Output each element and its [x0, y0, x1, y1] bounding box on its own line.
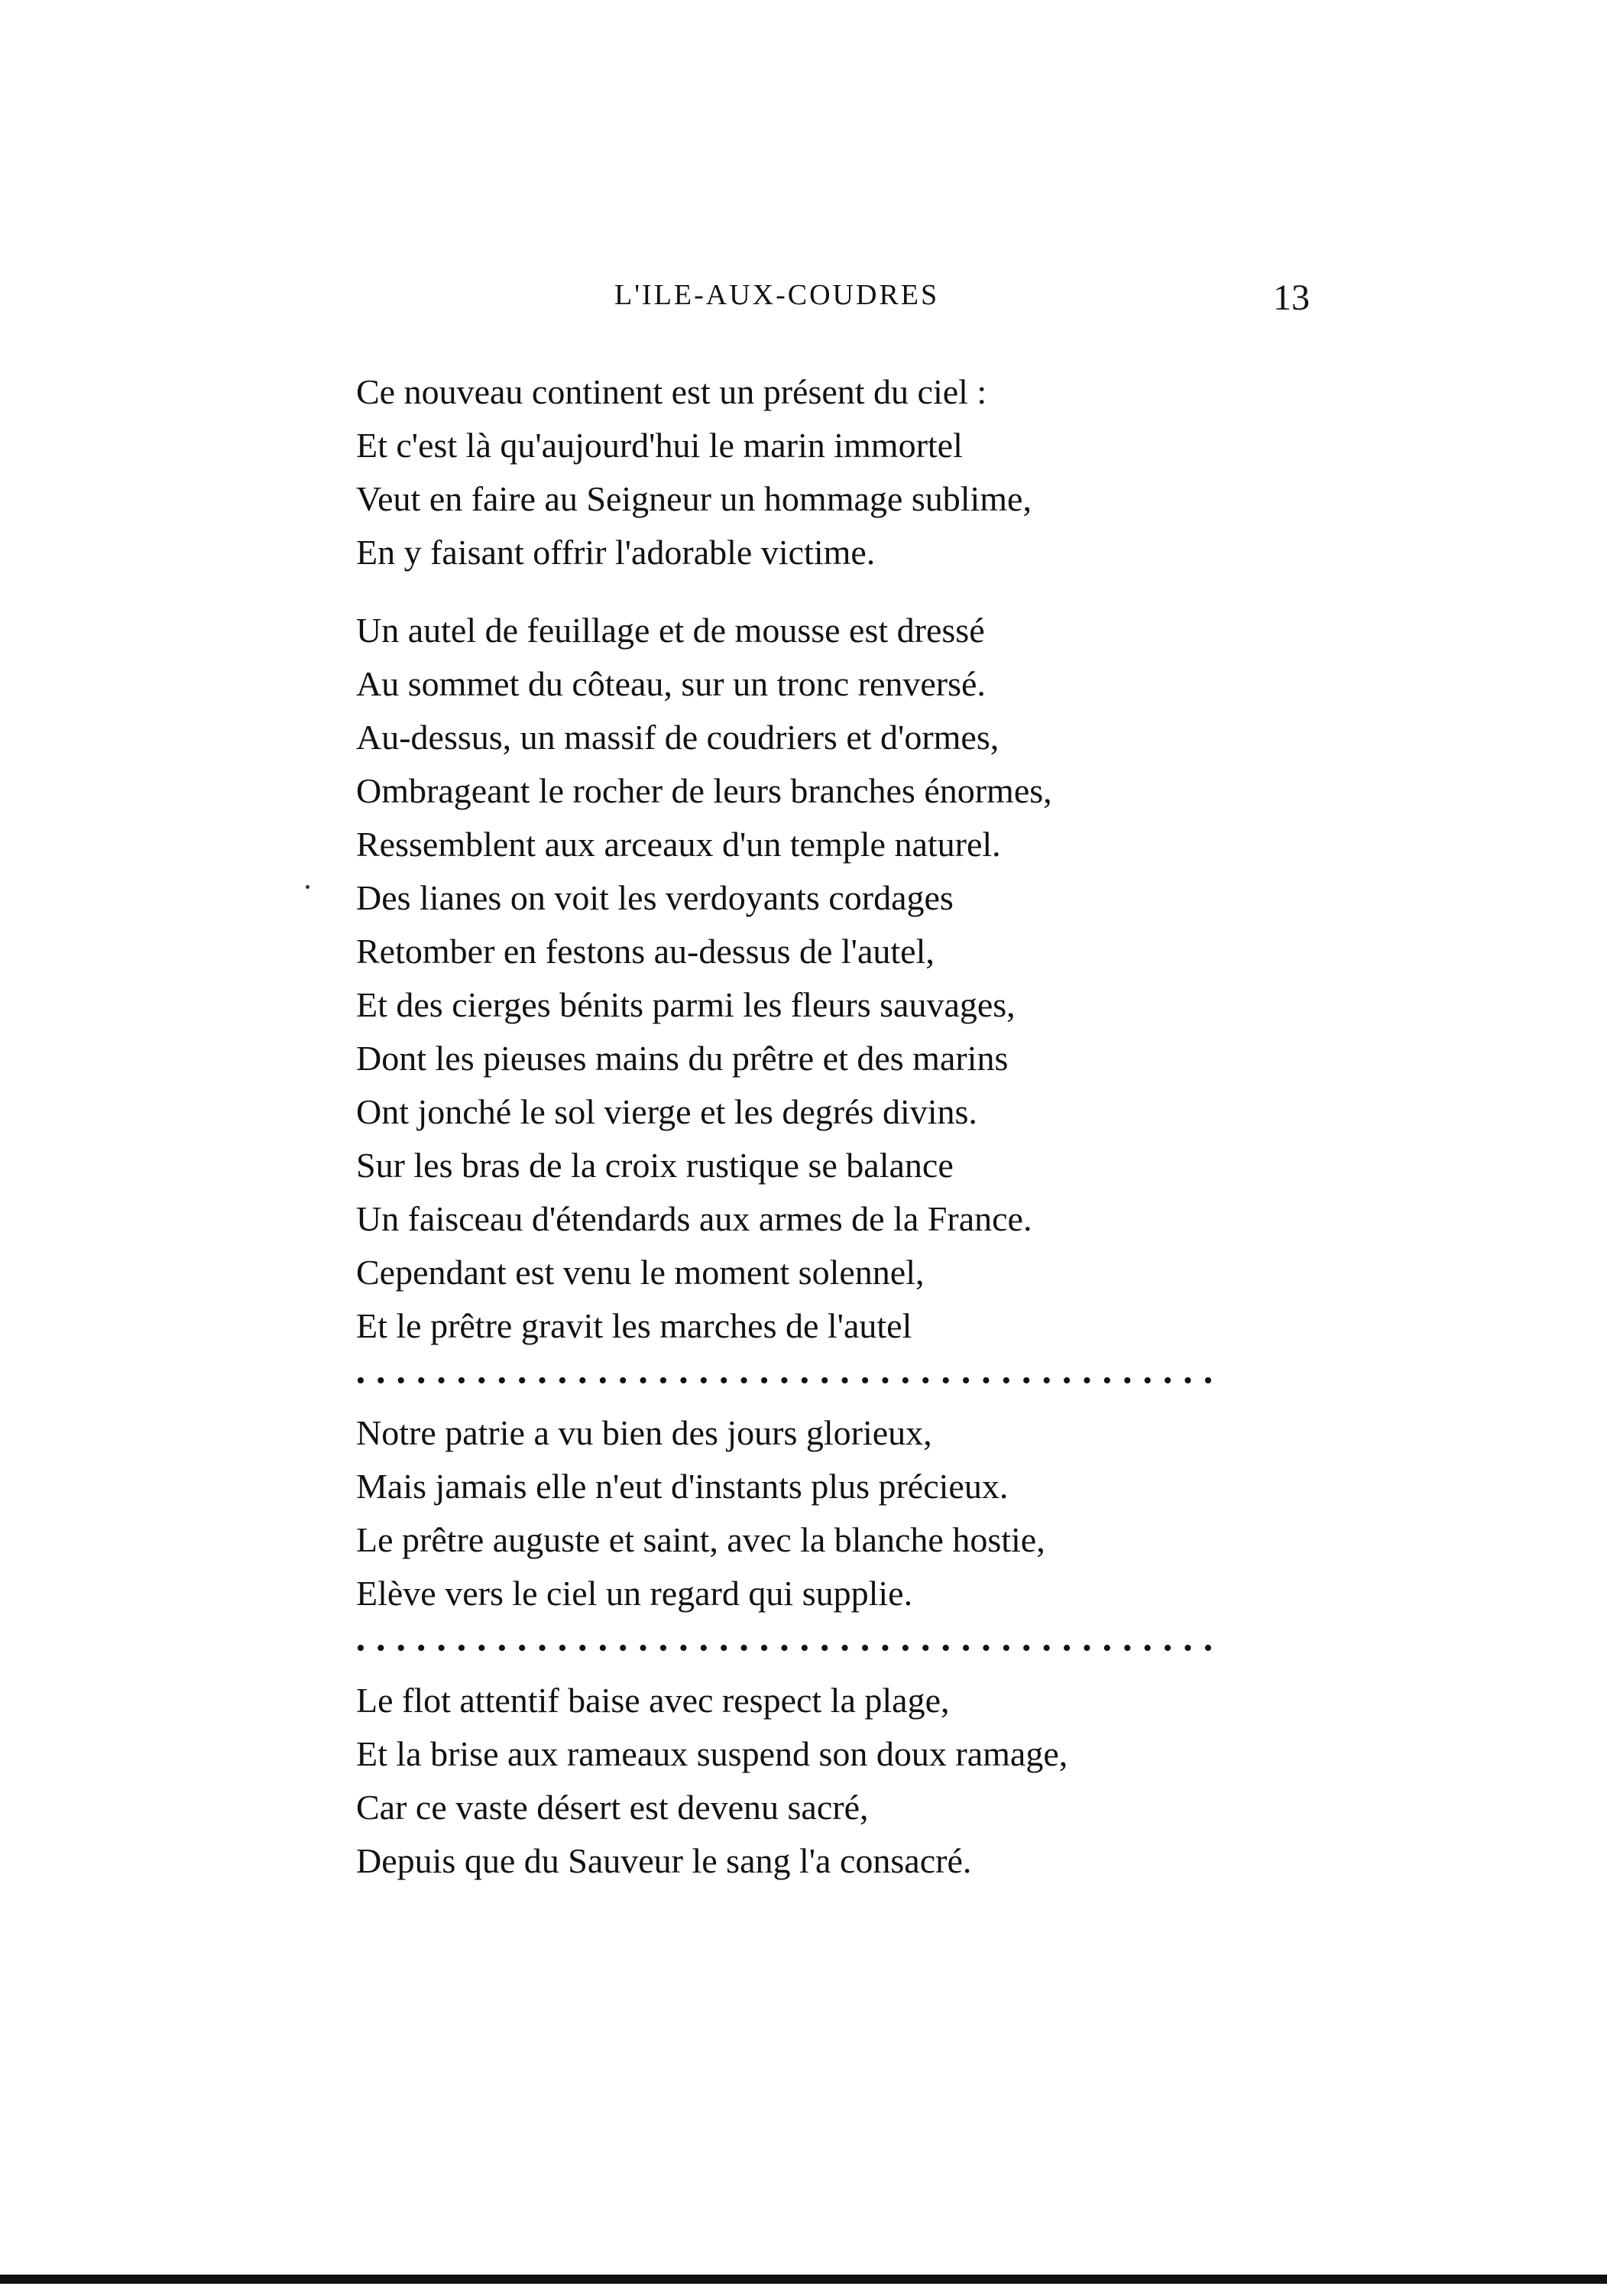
dotted-separator: • • • • • • • • • • • • • • • • • • • • • • • • • • • • • • • • • • • • • • • • • • •: [356, 1634, 1215, 1662]
running-title: L'ILE-AUX-COUDRES: [614, 279, 940, 311]
page-number: 13: [1273, 277, 1310, 318]
verse-line: Et la brise aux rameaux suspend son doux ramage,: [356, 1734, 1068, 1773]
verse-line: Notre patrie a vu bien des jours glorieux,: [356, 1413, 932, 1452]
verse-line: Un faisceau d'étendards aux armes de la France.: [356, 1199, 1032, 1238]
verse-line: Le flot attentif baise avec respect la plage,: [356, 1681, 950, 1720]
verse-line: Retomber en festons au-dessus de l'autel,: [356, 932, 935, 971]
verse-line: Au sommet du côteau, sur un tronc renversé.: [356, 664, 986, 703]
verse-line: Elève vers le ciel un regard qui supplie.: [356, 1574, 913, 1613]
verse-line: Et des cierges bénits parmi les fleurs sauvages,: [356, 985, 1016, 1024]
verse-line: Veut en faire au Seigneur un hommage sublime,: [356, 479, 1032, 518]
stanza-3: [356, 1406, 1311, 1620]
verse-line: Sur les bras de la croix rustique se balance: [356, 1146, 954, 1185]
stanza-1: [356, 365, 1311, 579]
verse-line: Le prêtre auguste et saint, avec la blanche hostie,: [356, 1520, 1045, 1559]
verse-line: Et le prêtre gravit les marches de l'autel: [356, 1306, 912, 1345]
verse-line: Des lianes on voit les verdoyants cordages: [356, 878, 954, 917]
verse-line: Mais jamais elle n'eut d'instants plus précieux.: [356, 1467, 1009, 1506]
verse-line: Ce nouveau continent est un présent du ciel :: [356, 372, 987, 411]
running-head: [355, 272, 1310, 318]
verse-line: Dont les pieuses mains du prêtre et des marins: [356, 1039, 1009, 1078]
verse-line: Car ce vaste désert est devenu sacré,: [356, 1788, 869, 1827]
poem-text: [356, 365, 1311, 1888]
stanza-4: [356, 1674, 1311, 1888]
stray-ink-mark: [306, 885, 309, 889]
verse-line: Ombrageant le rocher de leurs branches énormes,: [356, 771, 1052, 810]
dotted-separator: • • • • • • • • • • • • • • • • • • • • • • • • • • • • • • • • • • • • • • • • • • •: [356, 1367, 1215, 1395]
verse-line: Ont jonché le sol vierge et les degrés divins.: [356, 1092, 977, 1131]
verse-line: Au-dessus, un massif de coudriers et d'ormes,: [356, 718, 1000, 757]
verse-line: Depuis que du Sauveur le sang l'a consacré.: [356, 1841, 972, 1880]
stanza-2: [356, 604, 1311, 1353]
verse-line: Ressemblent aux arceaux d'un temple naturel.: [356, 825, 1001, 864]
verse-line: Un autel de feuillage et de mousse est dressé: [356, 611, 985, 650]
verse-line: Cependant est venu le moment solennel,: [356, 1253, 925, 1292]
verse-line: Et c'est là qu'aujourd'hui le marin immortel: [356, 426, 963, 465]
bottom-scan-edge: [0, 2275, 1607, 2284]
stanza-gap: [356, 579, 1311, 604]
verse-line: En y faisant offrir l'adorable victime.: [356, 533, 876, 572]
